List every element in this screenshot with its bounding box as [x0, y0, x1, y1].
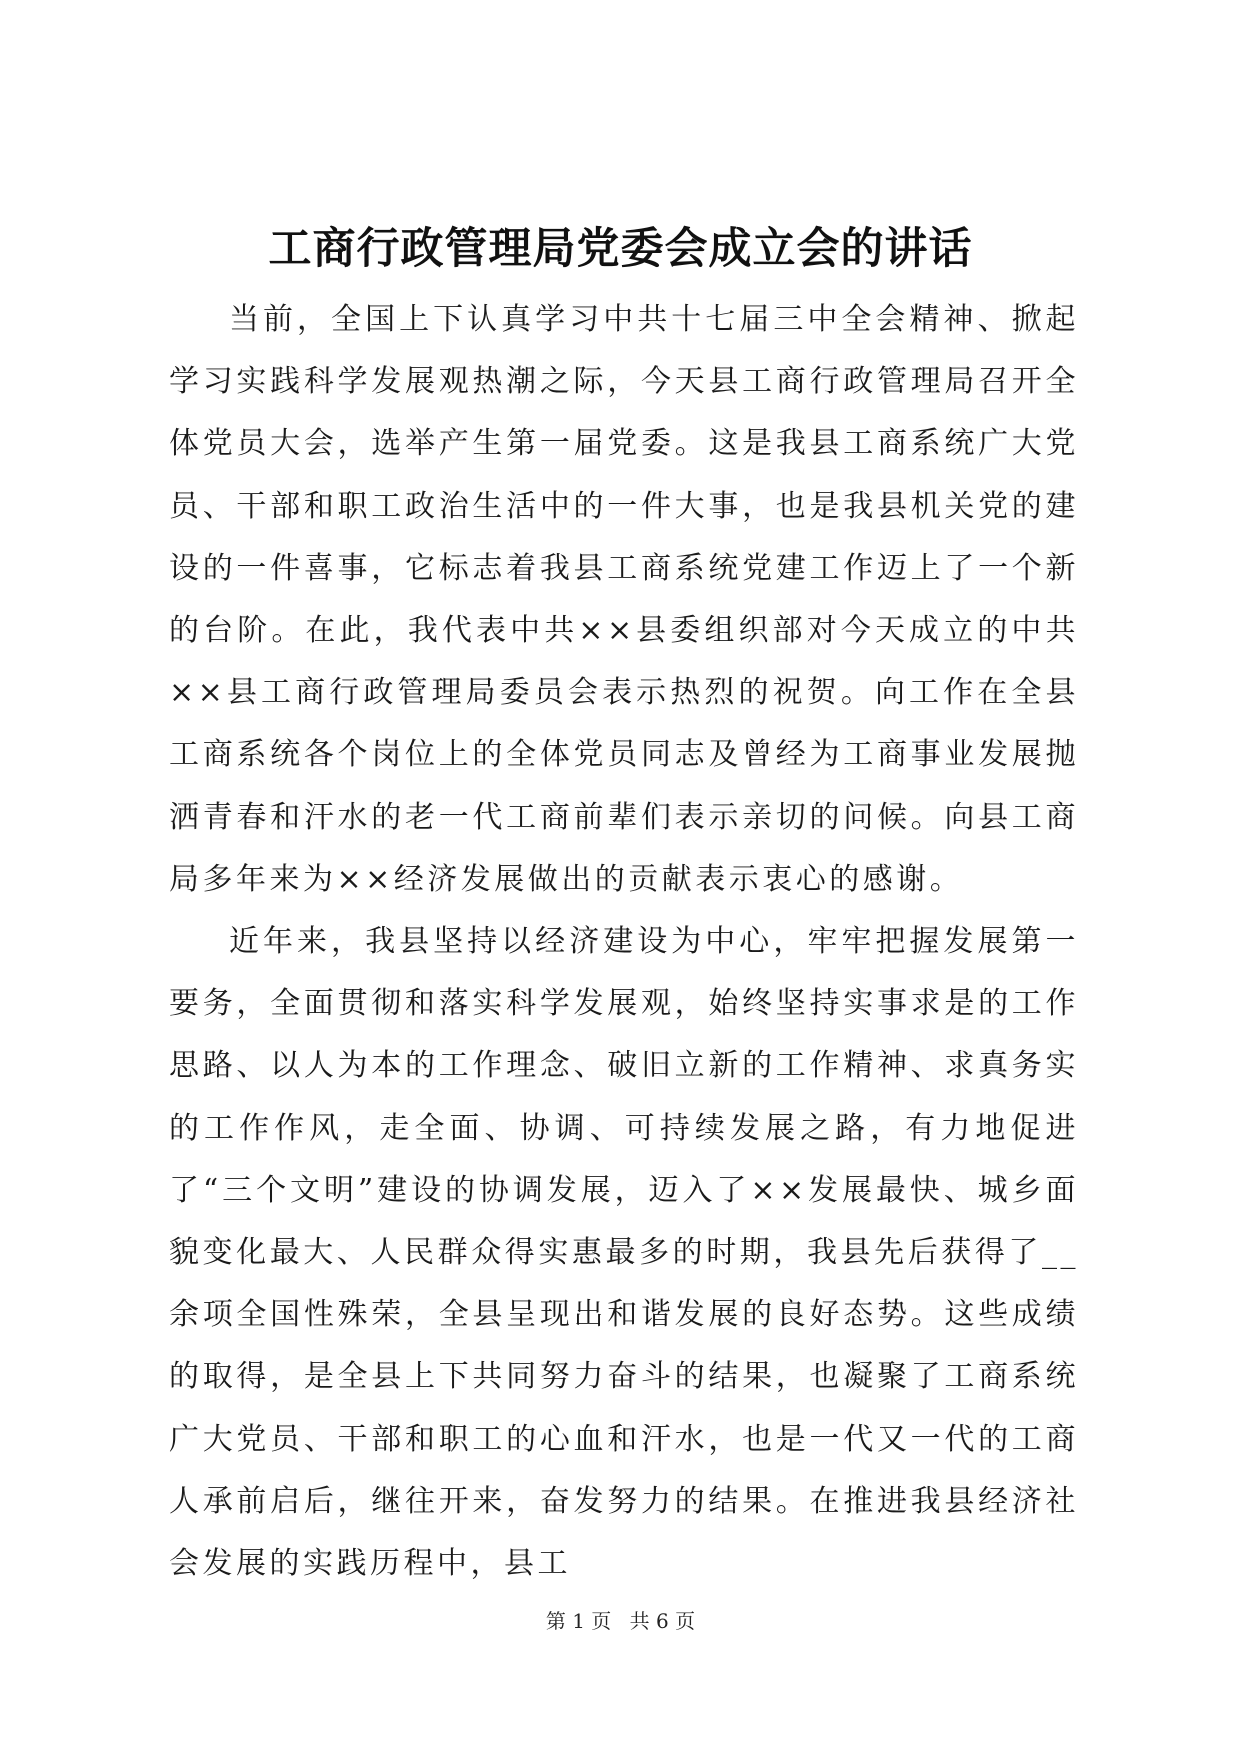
document-title: 工商行政管理局党委会成立会的讲话	[268, 224, 973, 274]
page-footer	[0, 1607, 1241, 1635]
page-total: 共 6 页	[629, 1609, 696, 1633]
document-body	[169, 289, 1079, 1595]
page-number: 第 1 页	[545, 1609, 612, 1633]
paragraph-2: 近年来，我县坚持以经济建设为中心，牢牢把握发展第一要务，全面贯彻和落实科学发展观，始终坚持实事求是的工作思路、以人为本的工作理念、破旧立新的工作精神、求真务实的工作作风，走全面、协调、可持续发展之路，有力地促进了“三个文明”建设的协调发展，迈入了××发展最快、城乡面貌变化最大、人民群众得实惠最多的时期，我县先后获得了__余项全国性殊荣，全县呈现出和谐发展的良好态势。这些成绩的取得，是全县上下共同努力奋斗的结果，也凝聚了工商系统广大党员、干部和职工的心血和汗水，也是一代又一代的工商人承前启后，继往开来，奋发努力的结果。在推进我县经济社会发展的实践历程中，县工	[169, 924, 1079, 1582]
paragraph-1: 当前，全国上下认真学习中共十七届三中全会精神、掀起学习实践科学发展观热潮之际，今天县工商行政管理局召开全体党员大会，选举产生第一届党委。这是我县工商系统广大党员、干部和职工政治生活中的一件大事，也是我县机关党的建设的一件喜事，它标志着我县工商系统党建工作迈上了一个新的台阶。在此，我代表中共××县委组织部对今天成立的中共××县工商行政管理局委员会表示热烈的祝贺。向工作在全县工商系统各个岗位上的全体党员同志及曾经为工商事业发展抛洒青春和汗水的老一代工商前辈们表示亲切的问候。向县工商局多年来为××经济发展做出的贡献表示衷心的感谢。	[169, 302, 1079, 897]
